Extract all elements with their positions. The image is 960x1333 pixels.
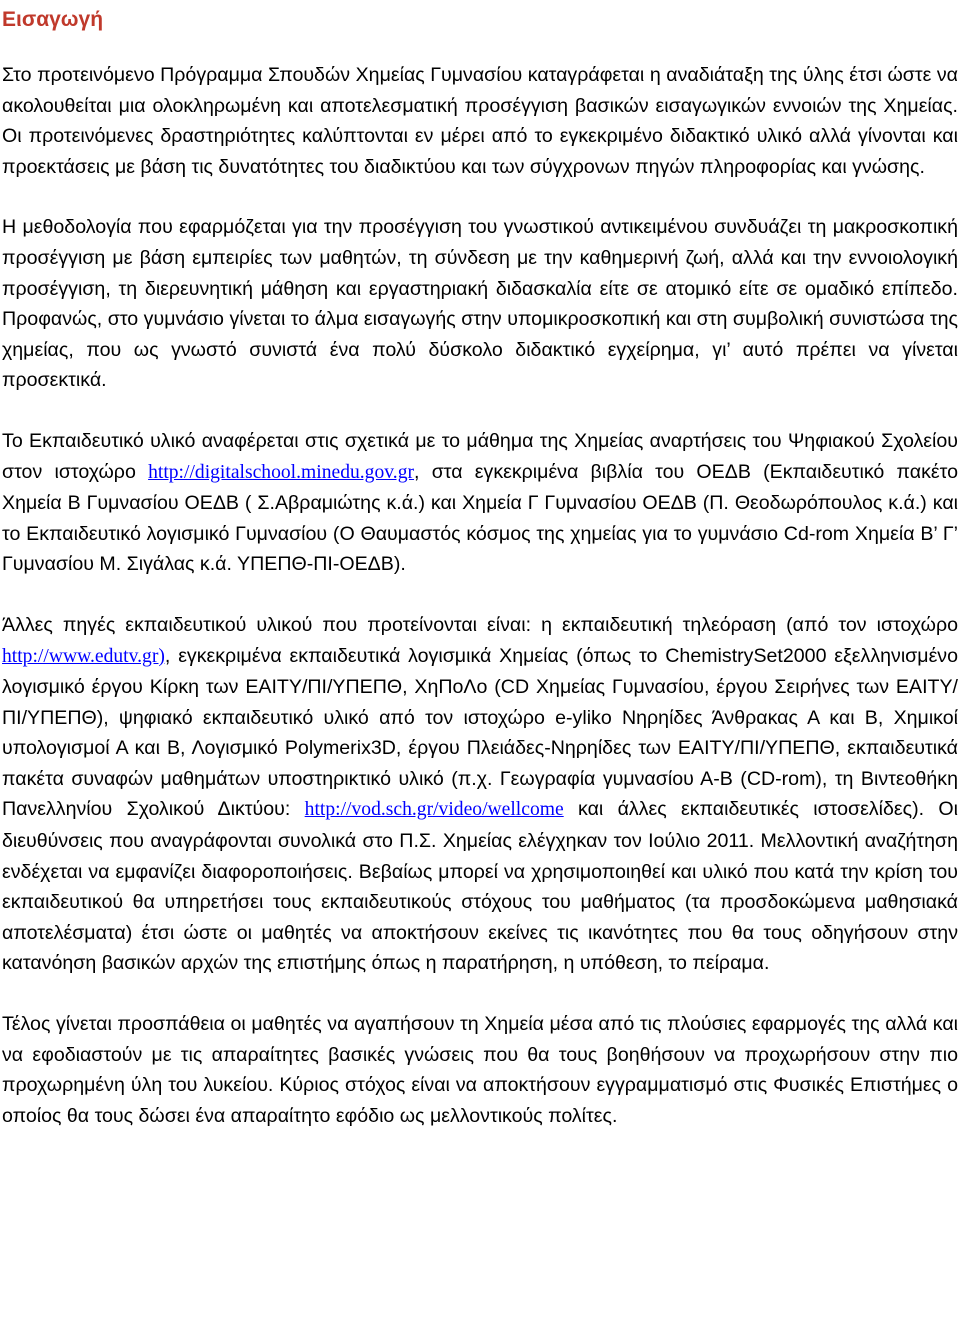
- paragraph-other-sources-text-1: Άλλες πηγές εκπαιδευτικού υλικού που προτείνονται είναι: η εκπαιδευτική τηλεόραση (από τον ιστοχώρο: [2, 613, 958, 636]
- paragraph-other-sources-text-2: , εγκεκριμένα εκπαιδευτικά λογισμικά Χημείας (όπως το ChemistrySet2000 εξελληνισμένο λογισμικό έργου Κίρκη των ΕΑΙΤΥ/ΠΙ/ΥΠΕΠΘ, ΧηΠοΛο (CD Χημείας Γυμνασίου, έργου Σειρήνες των ΕΑΙΤΥ/ΠΙ/ΥΠΕΠΘ), ψηφιακό εκπαιδευτικό υλικό από τον ιστοχώρο e-yliko Νηρηίδες Άνθρακας Α και Β, Χημικοί υπολογισμοί Α και Β, Λογισμικό Polymerix3D, έργου Πλειάδες-Νηρηίδες των ΕΑΙΤΥ/ΠΙ/ΥΠΕΠΘ, εκπαιδευτικά πακέτα συναφών μαθημάτων υποστηρικτικό υλικό (π.χ. Γεωγραφία γυμνασίου Α-Β (CD-rom), τη Βιντεοθήκη Πανελληνίου Σχολικού Δικτύου:: [2, 644, 958, 821]
- paragraph-materials-text-2: , στα εγκεκριμένα βιβλία του ΟΕΔΒ (Εκπαιδευτικό πακέτο Χημεία Β Γυμνασίου ΟΕΔΒ ( Σ.Αβραμιώτης κ.ά.) και Χημεία Γ Γυμνασίου ΟΕΔΒ (Π. Θεοδωρόπουλος κ.ά.) και το Εκπαιδευτικό λογισμικό Γυμνασίου (Ο Θαυμαστός κόσμος της χημείας για το γυμνάσιο Cd-rom Χημεία Β’ Γ’ Γυμνασίου Μ. Σιγάλας κ.ά. ΥΠΕΠΘ-ΠΙ-ΟΕΔΒ).: [2, 460, 959, 576]
- digitalschool-link[interactable]: http://digitalschool.minedu.gov.gr: [148, 461, 415, 483]
- paragraph-other-sources-text-3: και άλλες εκπαιδευτικές ιστοσελίδες). Οι διευθύνσεις που αναγράφονται συνολικά στο Π.Σ. Χημείας ελέγχηκαν τον Ιούλιο 2011. Μελλοντική αναζήτηση ενδέχεται να εμφανίζει διαφοροποιήσεις. Βεβαίως μπορεί να χρησιμοποιηθεί και υλικό που κατά την κρίση του εκπαιδευτικού θα υπηρετήσει τους εκπαιδευτικούς στόχους του μαθήματος (τα προσδοκώμενα μαθησιακά αποτελέσματα) έτσι ώστε οι μαθητές να αποκτήσουν εκείνες τις ικανότητες που θα τους οδηγήσουν στην κατανόηση βασικών αρχών της επιστήμης όπως η παρατήρηση, η υπόθεση, το πείραμα.: [2, 798, 958, 975]
- vod-sch-link[interactable]: http://vod.sch.gr/video/wellcome: [304, 799, 564, 821]
- paragraph-conclusion: Τέλος γίνεται προσπάθεια οι μαθητές να αγαπήσουν τη Χημεία μέσα από τις πλούσιες εφαρμογές της αλλά και να εφοδιαστούν με τις απαραίτητες βασικές γνώσεις που θα τους βοηθήσουν να προχωρήσουν στην πιο προχωρημένη ύλη του λυκείου. Κύριος στόχος είναι να αποκτήσουν εγγραμματισμό στις Φυσικές Επιστήμες ο οποίος θα τους δώσει ένα απαραίτητο εφόδιο ως μελλοντικούς πολίτες.: [2, 1013, 958, 1127]
- paragraph-materials: [2, 426, 958, 580]
- paragraph-other-sources: [2, 610, 958, 979]
- paragraph-materials-text-1: Το Εκπαιδευτικό υλικό αναφέρεται στις σχετικά με το μάθημα της Χημείας αναρτήσεις του Ψηφιακού Σχολείου στον ιστοχώρο: [2, 429, 958, 483]
- edutv-link[interactable]: http://www.edutv.gr): [2, 645, 165, 667]
- paragraph-intro: Στο προτεινόμενο Πρόγραμμα Σπουδών Χημείας Γυμνασίου καταγράφεται η αναδιάταξη της ύλης έτσι ώστε να ακολουθείται μια ολοκληρωμένη και αποτελεσματική προσέγγιση βασικών εισαγωγικών εννοιών της Χημείας. Οι προτεινόμενες δραστηριότητες καλύπτονται εν μέρει από το εγκεκριμένο διδακτικό υλικό αλλά γίνονται και προεκτάσεις με βάση τις δυνατότητες του διαδικτύου και των σύγχρονων πηγών πληροφορίας και γνώσης.: [2, 64, 958, 178]
- section-heading: Εισαγωγή: [2, 8, 104, 31]
- paragraph-methodology: Η μεθοδολογία που εφαρμόζεται για την προσέγγιση του γνωστικού αντικειμένου συνδυάζει τη μακροσκοπική προσέγγιση με βάση εμπειρίες των μαθητών, τη σύνδεση με την καθημερινή ζωή, αλλά και την εννοιολογική προσέγγιση, τη διερευνητική μάθηση και εργαστηριακή διδασκαλία είτε σε ατομικό είτε σε ομαδικό επίπεδο. Προφανώς, στο γυμνάσιο γίνεται το άλμα εισαγωγής στην υπομικροσκοπική και στη συμβολική συνιστώσα της χημείας, που ως γνωστό συνιστά ένα πολύ δύσκολο διδακτικό εγχείρημα, γι’ αυτό πρέπει να γίνεται προσεκτικά.: [2, 216, 958, 392]
